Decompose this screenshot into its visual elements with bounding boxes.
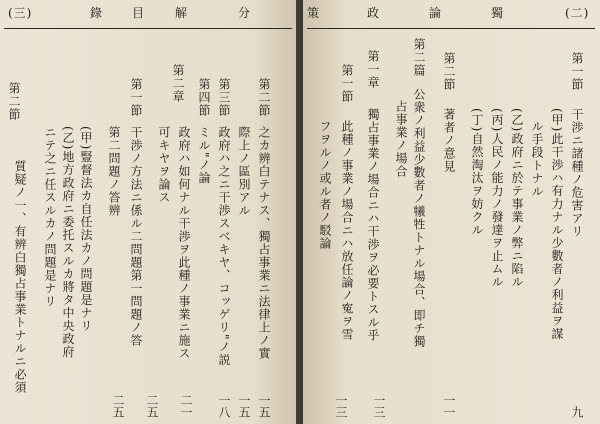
toc-entry-text: 政府ハ之ニ干渉スベキヤ、コッゲリ"ノ説 (217, 126, 231, 367)
toc-entry-label: 第二章 (171, 64, 185, 103)
toc-entry-page: 二五 (111, 394, 125, 418)
left-page-number: (三) (8, 6, 33, 20)
toc-entry-text: (乙)地方政府ニ委托スルカ將タ中央政府 (61, 126, 75, 359)
left-page (0, 0, 297, 424)
right-header-char-3: 論 (429, 6, 443, 20)
left-header-rule (4, 28, 292, 29)
toc-entry-text: 干渉ニ諸種ノ危害アリ (570, 108, 584, 238)
right-header-rule (307, 28, 595, 29)
right-header-char-1: 策 (307, 6, 321, 20)
right-page-number: (二) (565, 6, 590, 20)
toc-entry-text: ニテ之ニ任スルカノ問題是ナリ (43, 126, 57, 308)
left-header-char-3: 解 (175, 6, 189, 20)
toc-entry-page: 九 (570, 406, 584, 418)
toc-entry-label: 第一章 (366, 50, 380, 89)
toc-entry-text: 公衆ノ利益少數者ノ犧牲トナル場合、即チ獨 (412, 88, 426, 348)
toc-entry-label: 第四節 (197, 78, 211, 117)
toc-entry-text: (甲)豎督法カ自任法カノ問題是ナリ (79, 126, 93, 333)
toc-entry-text: ミル"ノ論 (197, 126, 211, 185)
toc-entry-text: 此種ノ事業ノ場合ニハ放任論ノ寃ヲ雪 (340, 120, 354, 341)
toc-entry-text: (丙)人民ノ能力ノ發達ヲ止ムル (490, 108, 504, 289)
right-header-char-4: 獨 (491, 6, 505, 20)
toc-entry-text: 獨占事業ノ場合ニハ干渉ヲ必要トスル乎 (366, 108, 380, 342)
left-header-char-2: 目 (132, 6, 146, 20)
right-header-char-2: 政 (367, 6, 381, 20)
toc-entry-text: 可キヤヲ論ス (157, 126, 171, 204)
toc-entry-page: 二五 (145, 394, 159, 418)
toc-entry-label: 第二節 (442, 52, 456, 91)
toc-entry-page: 一三 (334, 394, 348, 418)
toc-entry-label: 第一節 (570, 52, 584, 91)
left-header-char-4: 分 (238, 6, 252, 20)
toc-entry-page: 一五 (237, 394, 251, 418)
toc-entry-text: 占事業ノ場合 (394, 100, 408, 178)
toc-entry-label: 第二節 (257, 78, 271, 117)
toc-entry-label: 第一節 (340, 64, 354, 103)
toc-entry-page: 二一 (179, 394, 193, 418)
toc-entry-text: (甲)此干渉ハ有力ナル少數者ノ利益ヲ謀 (550, 108, 564, 341)
toc-entry-text: (乙)政府ニ於テ事業ノ弊ニ陷ル (510, 108, 524, 289)
toc-entry-label: 第一節 (129, 78, 143, 117)
left-header-char-1: 錄 (90, 6, 104, 20)
toc-entry-text: ル手段トナル (530, 120, 544, 198)
toc-entry-text: 第二問題ノ答辨 (107, 126, 121, 217)
toc-entry-text: 質疑ノ一、有辨白獨占事業トナルニ必須 (13, 160, 27, 394)
toc-entry-label: 第二節 (7, 82, 21, 121)
toc-entry-label: 第三節 (217, 78, 231, 117)
toc-entry-text: 之カ辨白テナス、獨占事業ニ法律上ノ實 (257, 126, 271, 360)
toc-entry-page: 一一 (442, 394, 456, 418)
toc-entry-label: 第二篇 (412, 38, 426, 77)
toc-entry-text: 政府ハ如何ナル干渉ヲ此種ノ事業ニ施ス (177, 126, 191, 360)
toc-entry-text: 著者ノ意見 (442, 108, 456, 173)
toc-entry-page: 一八 (217, 394, 231, 418)
toc-entry-text: 干渉ノ方法ニ係ル二問題第一問題ノ答 (129, 126, 143, 347)
toc-entry-text: 際上ノ區別アル (237, 126, 251, 217)
toc-entry-text: (丁)自然淘汰ヲ妨クル (470, 108, 484, 237)
toc-entry-page: 一三 (372, 394, 386, 418)
toc-entry-page: 一五 (257, 394, 271, 418)
toc-entry-text: フヲルノ或ル者ノ駁論 (318, 120, 332, 250)
right-page (303, 0, 600, 424)
